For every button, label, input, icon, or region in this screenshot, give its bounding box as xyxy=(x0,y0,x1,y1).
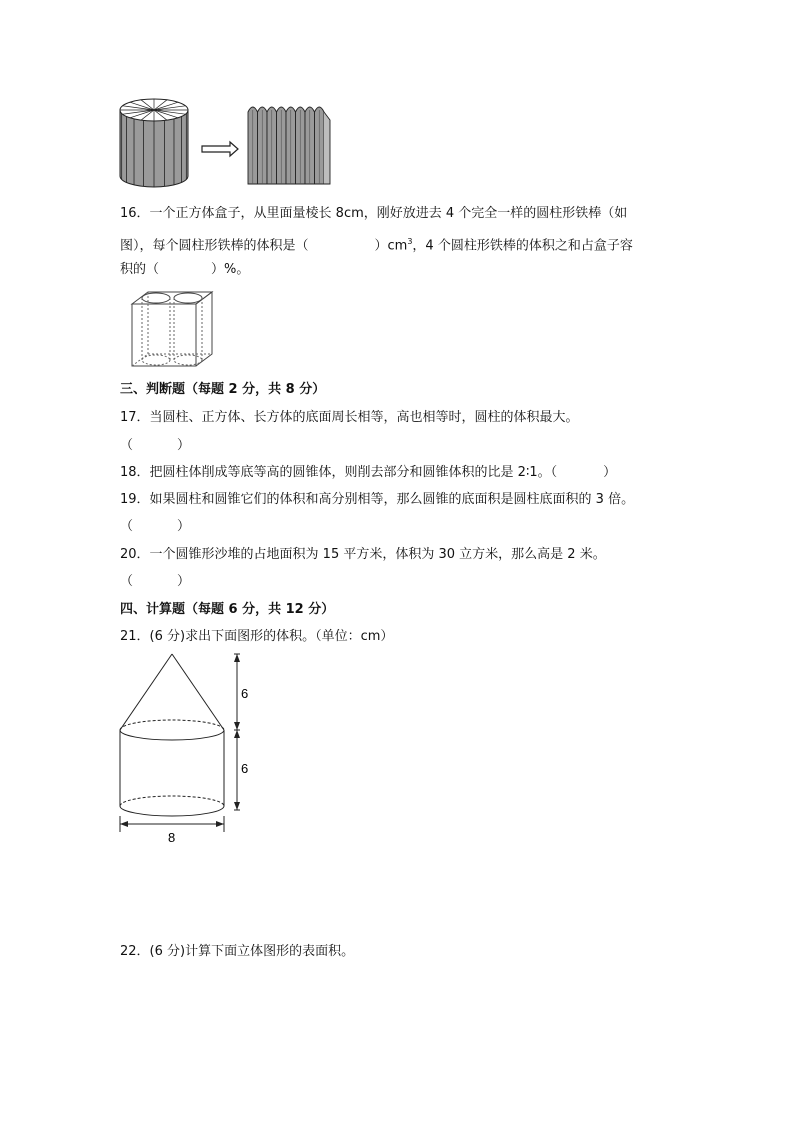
section4-heading: 四、计算题（每题 6 分，共 12 分） xyxy=(120,602,335,617)
q20-text: 20．一个圆锥形沙堆的占地面积为 15 平方米，体积为 30 立方米，那么高是 2 米。 xyxy=(120,547,606,562)
cone-height-label: 6 xyxy=(241,686,249,701)
q16-line2: 图），每个圆柱形铁棒的体积是（ ）$cm^3$，4 个圆柱形铁棒的体积之和占盒子容 xyxy=(120,237,633,254)
diameter-label: 8 xyxy=(168,830,176,845)
q22-text: 22．(6 分)计算下面立体图形的表面积。 xyxy=(120,944,355,959)
q19-text: 19．如果圆柱和圆锥它们的体积和高分别相等，那么圆锥的底面积是圆柱底面积的 3 倍。 xyxy=(120,492,635,507)
cylinder-height-label: 6 xyxy=(241,761,249,776)
q21-text: 21．(6 分)求出下面图形的体积。（单位：cm） xyxy=(120,629,394,644)
cube-cylinders-figure xyxy=(128,290,218,370)
q17-text: 17．当圆柱、正方体、长方体的底面周长相等，高也相等时，圆柱的体积最大。 xyxy=(120,410,579,425)
cylinder-rearrange-figure xyxy=(118,96,348,191)
q20-answer[interactable]: （ ） xyxy=(120,574,191,589)
arrow-icon xyxy=(202,142,238,156)
q16-line3: 积的（ ）%。 xyxy=(120,262,250,277)
q18-text: 18．把圆柱体削成等底等高的圆锥体，则削去部分和圆锥体积的比是 2∶1。（ ） xyxy=(120,465,617,480)
q17-answer[interactable]: （ ） xyxy=(120,438,191,453)
q19-answer[interactable]: （ ） xyxy=(120,519,191,534)
cone-cylinder-figure xyxy=(112,650,262,850)
q16-line1: 16．一个正方体盒子，从里面量棱长 8cm，刚好放进去 4 个完全一样的圆柱形铁棒（如 xyxy=(120,206,628,221)
section3-heading: 三、判断题（每题 2 分，共 8 分） xyxy=(120,382,326,397)
